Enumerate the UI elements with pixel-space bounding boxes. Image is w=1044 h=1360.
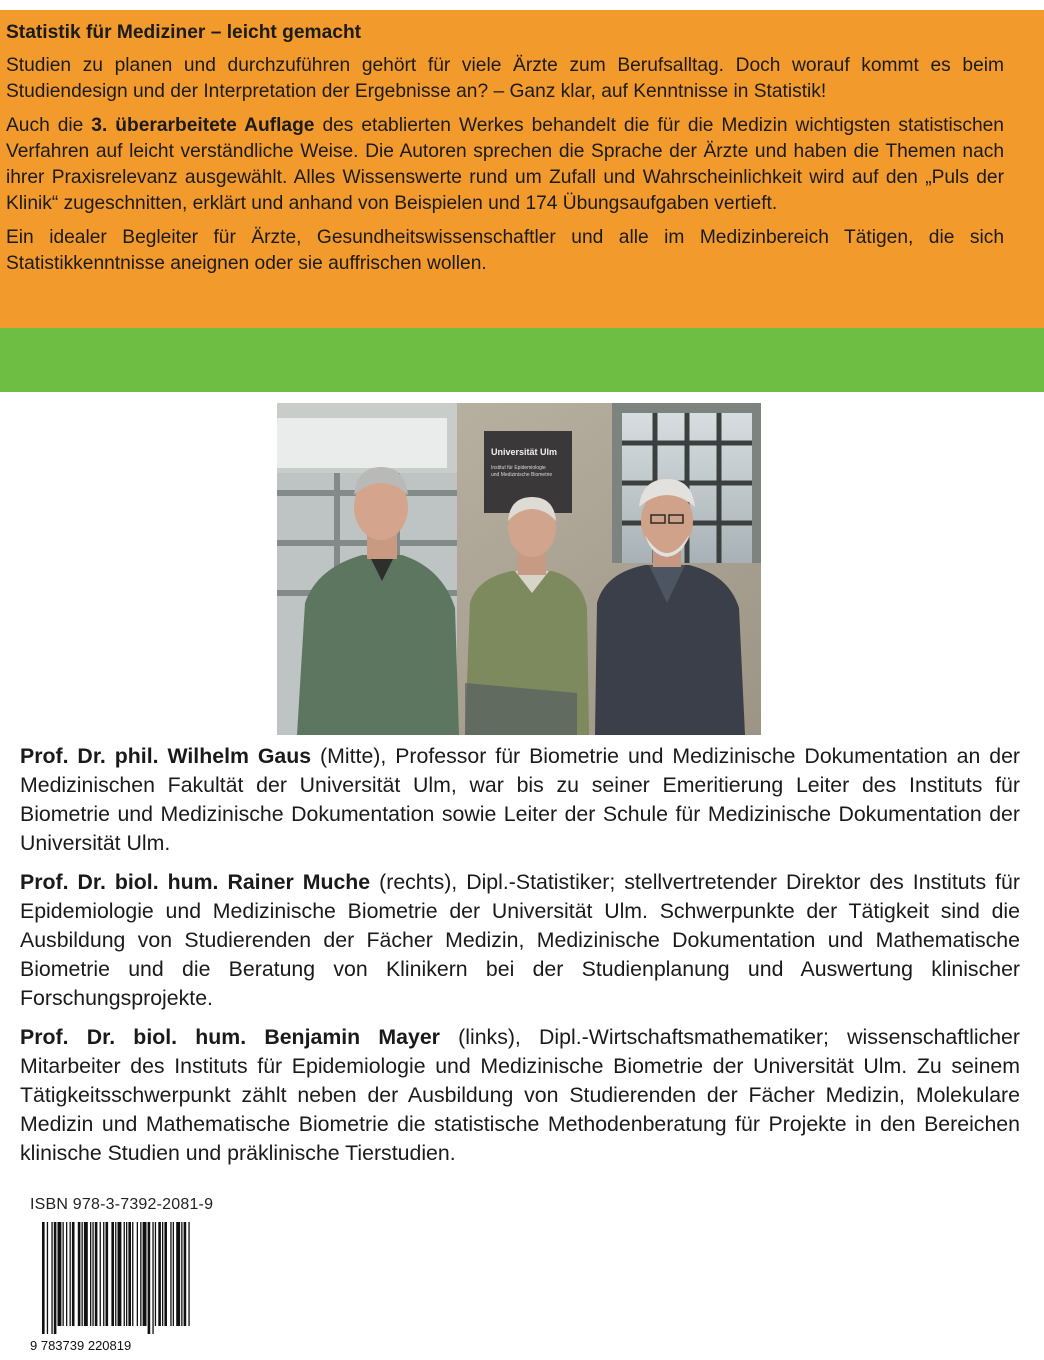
barcode-bar [47,1222,48,1334]
barcode-bar [164,1222,167,1326]
barcode-bar [58,1222,62,1326]
blurb-title: Statistik für Mediziner – leicht gemacht [6,22,362,43]
author-bios [20,742,1020,1178]
blurb-p2-start: Auch die [6,115,92,136]
sign-subtitle-1: Institut für Epidemiologie [491,465,546,471]
barcode-bar [54,1222,57,1334]
barcode-bar [158,1222,161,1326]
barcode-bar [148,1222,151,1334]
green-band [0,328,1044,392]
barcode-bar [181,1222,182,1326]
barcode-bar [170,1222,171,1326]
barcode-bar [124,1222,125,1326]
author-name: Prof. Dr. biol. hum. Benjamin Mayer [20,1025,440,1049]
edition-highlight: 3. überarbeitete Auflage [91,115,315,136]
blurb-paragraph-2 [6,113,1004,217]
barcode-bar [42,1222,45,1334]
barcode-bar [103,1222,104,1326]
author-name: Prof. Dr. phil. Wilhelm Gaus [20,744,312,768]
blurb-paragraph-1: Studien zu planen und durchzuführen gehört für viele Ärzte zum Berufsalltag. Doch worauf kommt es beim Studiendesign und der Interpretation der Ergebnisse an? – Ganz klar, auf Kenntnisse in Statistik! [6,55,1004,102]
barcode-bar [137,1222,138,1326]
barcode-bar [90,1222,91,1326]
barcode-bar [66,1222,67,1326]
barcode-icon [30,1222,200,1352]
barcode-bar [72,1222,75,1326]
barcode-bar [143,1222,147,1326]
barcode-bar [95,1222,98,1326]
barcode-bar [92,1222,93,1326]
author-bio-muche [20,868,1020,1013]
barcode-digits: 9 783739 220819 [30,1338,132,1352]
top-strip [0,0,1044,10]
authors-photo-illustration [277,403,761,735]
barcode-bar [128,1222,131,1326]
blurb-paragraph-3: Ein idealer Begleiter für Ärzte, Gesundheitswissenschaftler und alle im Medizinbereich Tätigen, die sich Statistikkenntnisse aneignen oder sie auffrischen wollen. [6,227,1004,274]
blurb-p2-rest: des etablierten Werkes behandelt die für die Medizin wichtigsten statistischen Verfahren auf leicht verständliche Weise. Die Autoren sprechen die Sprache der Ärzte und haben die Themen nach ihrer Praxisrelevanz ausgewählt. Alles Wissenswerte rund um Zufall und Wahrscheinlichkeit wird auf den „Puls der Klinik“ zugeschnitten, erklärt und anhand von Beispielen und 174 Übungsaufgaben vertieft. [6,115,1004,214]
barcode-bar [100,1222,101,1326]
barcode-bar [51,1222,52,1334]
barcode-bar [176,1222,180,1326]
author-bio-gaus [20,742,1020,858]
barcode-bar [106,1222,109,1326]
author-description: (Mitte), Professor für Biometrie und Medizinische Dokumentation an der Medizinischen Fakultät der Universität Ulm, war bis zu seiner Emeritierung Leiter des Instituts für Biometrie und Medizinische Dokumentation sowie Leiter der Schule für Medizinische Dokumentation der Universität Ulm. [20,744,1021,855]
author-description: (links), Dipl.-Wirtschaftsmathematiker; wissenschaftlicher Mitarbeiter des Instituts für Epidemiologie und Medizinische Biometrie der Universität Ulm. Zu seinem Tätigkeitsschwerpunkt zählt neben der Ausbildung von Studierenden der Fächer Medizin, Molekulare Medizin und Mathematische Biometrie die statistische Methodenberatung für Projekte in den Bereichen klinische Studien und präklinische Tierstudien. [20,1025,1020,1165]
blurb-section [0,10,1044,328]
barcode-bar [70,1222,71,1326]
author-name: Prof. Dr. biol. hum. Rainer Muche [20,870,371,894]
barcode-bar [162,1222,163,1326]
sign-title: Universität Ulm [491,447,558,457]
barcode-bar [126,1222,127,1326]
author-bio-mayer [20,1023,1020,1168]
barcode-bar [63,1222,64,1326]
barcode-bar [118,1222,122,1326]
barcode-bar [188,1222,189,1326]
barcode-bar [132,1222,133,1326]
barcode-bar [82,1222,83,1326]
barcode-bar [173,1222,174,1326]
isbn-label: ISBN 978-3-7392-2081-9 [30,1196,214,1213]
barcode-bar [78,1222,81,1326]
sign-subtitle-2: und Medizinische Biometrie [491,472,553,478]
barcode-bar [115,1222,116,1326]
barcode-bar [140,1222,141,1326]
barcode-bar [152,1222,153,1334]
barcode-bar [155,1222,156,1326]
barcode-bar [184,1222,187,1326]
author-description: (rechts), Dipl.-Statistiker; stellvertretender Direktor des Instituts für Epidemiologie und Medizinische Biometrie der Universität Ulm. Schwerpunkte der Tätigkeit sind die Ausbildung von Studierenden der Fächer Medizin, Medizinische Dokumentation und Mathematische Biometrie und die Beratung von Klinikern bei der Studienplanung und Auswertung klinischer Forschungsprojekte. [20,870,1020,1010]
authors-photo [277,403,761,735]
barcode-bar [111,1222,114,1326]
barcode-bar [84,1222,88,1326]
